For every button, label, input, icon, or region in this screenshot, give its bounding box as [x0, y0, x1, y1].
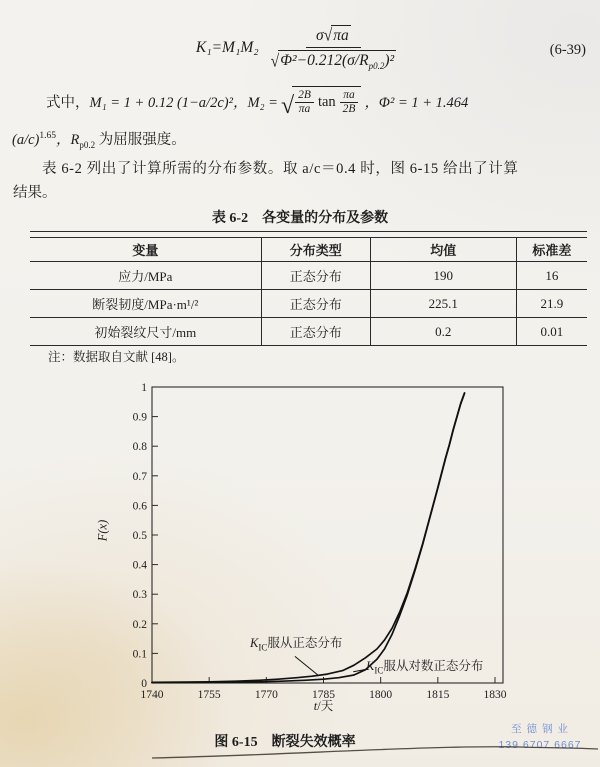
cell-variable: 初始裂纹尺寸/mm — [30, 318, 261, 346]
svg-text:1740: 1740 — [140, 689, 164, 701]
y-axis-label: F(x) — [95, 519, 110, 542]
svg-text:1815: 1815 — [426, 689, 450, 701]
svg-text:0.6: 0.6 — [132, 500, 147, 513]
cell-mean: 190 — [370, 262, 516, 290]
paragraph-intro-table-line2: 结果。 — [13, 185, 57, 201]
phi-definition: ，Φ² = 1 + 1.464 — [364, 94, 469, 111]
svg-text:0.5: 0.5 — [132, 530, 147, 542]
denominator-expr-b: )² — [384, 52, 395, 69]
cell-distribution: 正态分布 — [261, 318, 370, 346]
header-variable: 变量 — [30, 238, 261, 262]
radical-sign: √ — [323, 25, 333, 45]
annotation-normal-distribution: $K_{IC}$服从正态分布 — [250, 636, 343, 653]
table-title: 表 6-2 各变量的分布及参数 — [211, 211, 389, 226]
sigma-symbol: σ — [316, 27, 324, 44]
cell-variable: 应力/MPa — [30, 262, 261, 290]
svg-text:0.3: 0.3 — [132, 589, 147, 602]
yield-strength-subscript: p0.2 — [368, 61, 385, 72]
cell-mean: 225.1 — [370, 290, 516, 318]
radical-sign: √ — [270, 52, 280, 72]
x-axis-label: t/天 — [313, 699, 334, 713]
figure-caption: 图 6-15 断裂失效概率 — [214, 735, 356, 750]
svg-text:1800: 1800 — [369, 689, 393, 701]
equation-number: (6-39) — [549, 42, 586, 58]
m1-definition: M₁ = 1 + 0.12 (1−a/2c)²，M₂ = — [89, 94, 278, 111]
cell-stddev: 16 — [516, 262, 587, 290]
paragraph-intro-table-line1: 表 6-2 列出了计算所需的分布参数。取 a/c＝0.4 时，图 6-15 给出了计算 — [42, 161, 519, 177]
svg-text:1755: 1755 — [197, 689, 221, 701]
svg-text:0.2: 0.2 — [132, 618, 147, 631]
denominator-expr-a: Φ²−0.212(σ/R — [280, 52, 369, 69]
equation-lhs: K₁=M₁M₂ — [195, 38, 259, 56]
svg-text:0.9: 0.9 — [132, 411, 147, 424]
table-footnote: 注：数据取自文献 [48]。 — [48, 350, 185, 364]
radical-sign: √ — [280, 93, 295, 120]
yield-strength-text: 为屈服强度。 — [95, 132, 186, 148]
numerator-radicand: πa — [333, 27, 349, 44]
fraction-pia-2b: πa 2B — [340, 89, 359, 116]
watermark-phone: 139 6707 6667 — [498, 739, 582, 752]
r-symbol: ，R — [56, 132, 80, 148]
a-over-c-term: (a/c) — [12, 132, 40, 148]
fraction-2b-pia: 2B πa — [295, 89, 314, 116]
svg-text:0.7: 0.7 — [132, 470, 147, 483]
svg-text:1785: 1785 — [312, 689, 335, 701]
svg-text:1: 1 — [141, 382, 147, 394]
header-stddev: 标准差 — [516, 238, 587, 262]
cell-stddev: 0.01 — [516, 318, 587, 346]
cell-variable: 断裂韧度/MPa·m¹/² — [30, 290, 261, 318]
svg-text:0: 0 — [141, 678, 147, 690]
header-distribution: 分布类型 — [261, 238, 370, 262]
watermark-company: 至 德 钢 业 — [511, 723, 569, 735]
paragraph-intro: 式中， — [46, 94, 90, 111]
exponent-1-65: 1.65 — [39, 131, 56, 142]
cell-distribution: 正态分布 — [261, 290, 370, 318]
cell-mean: 0.2 — [370, 318, 516, 346]
cell-distribution: 正态分布 — [261, 262, 370, 290]
svg-text:0.8: 0.8 — [132, 441, 147, 454]
header-mean: 均值 — [370, 238, 516, 262]
svg-text:0.1: 0.1 — [132, 648, 147, 661]
svg-text:0.4: 0.4 — [132, 559, 147, 572]
svg-text:1830: 1830 — [483, 689, 507, 701]
p02-subscript: p0.2 — [79, 139, 96, 150]
tan-operator: tan — [317, 94, 336, 111]
annotation-lognormal-distribution: $K_{IC}$服从对数正态分布 — [366, 659, 484, 676]
svg-text:1770: 1770 — [254, 689, 278, 701]
cell-stddev: 21.9 — [516, 290, 587, 318]
